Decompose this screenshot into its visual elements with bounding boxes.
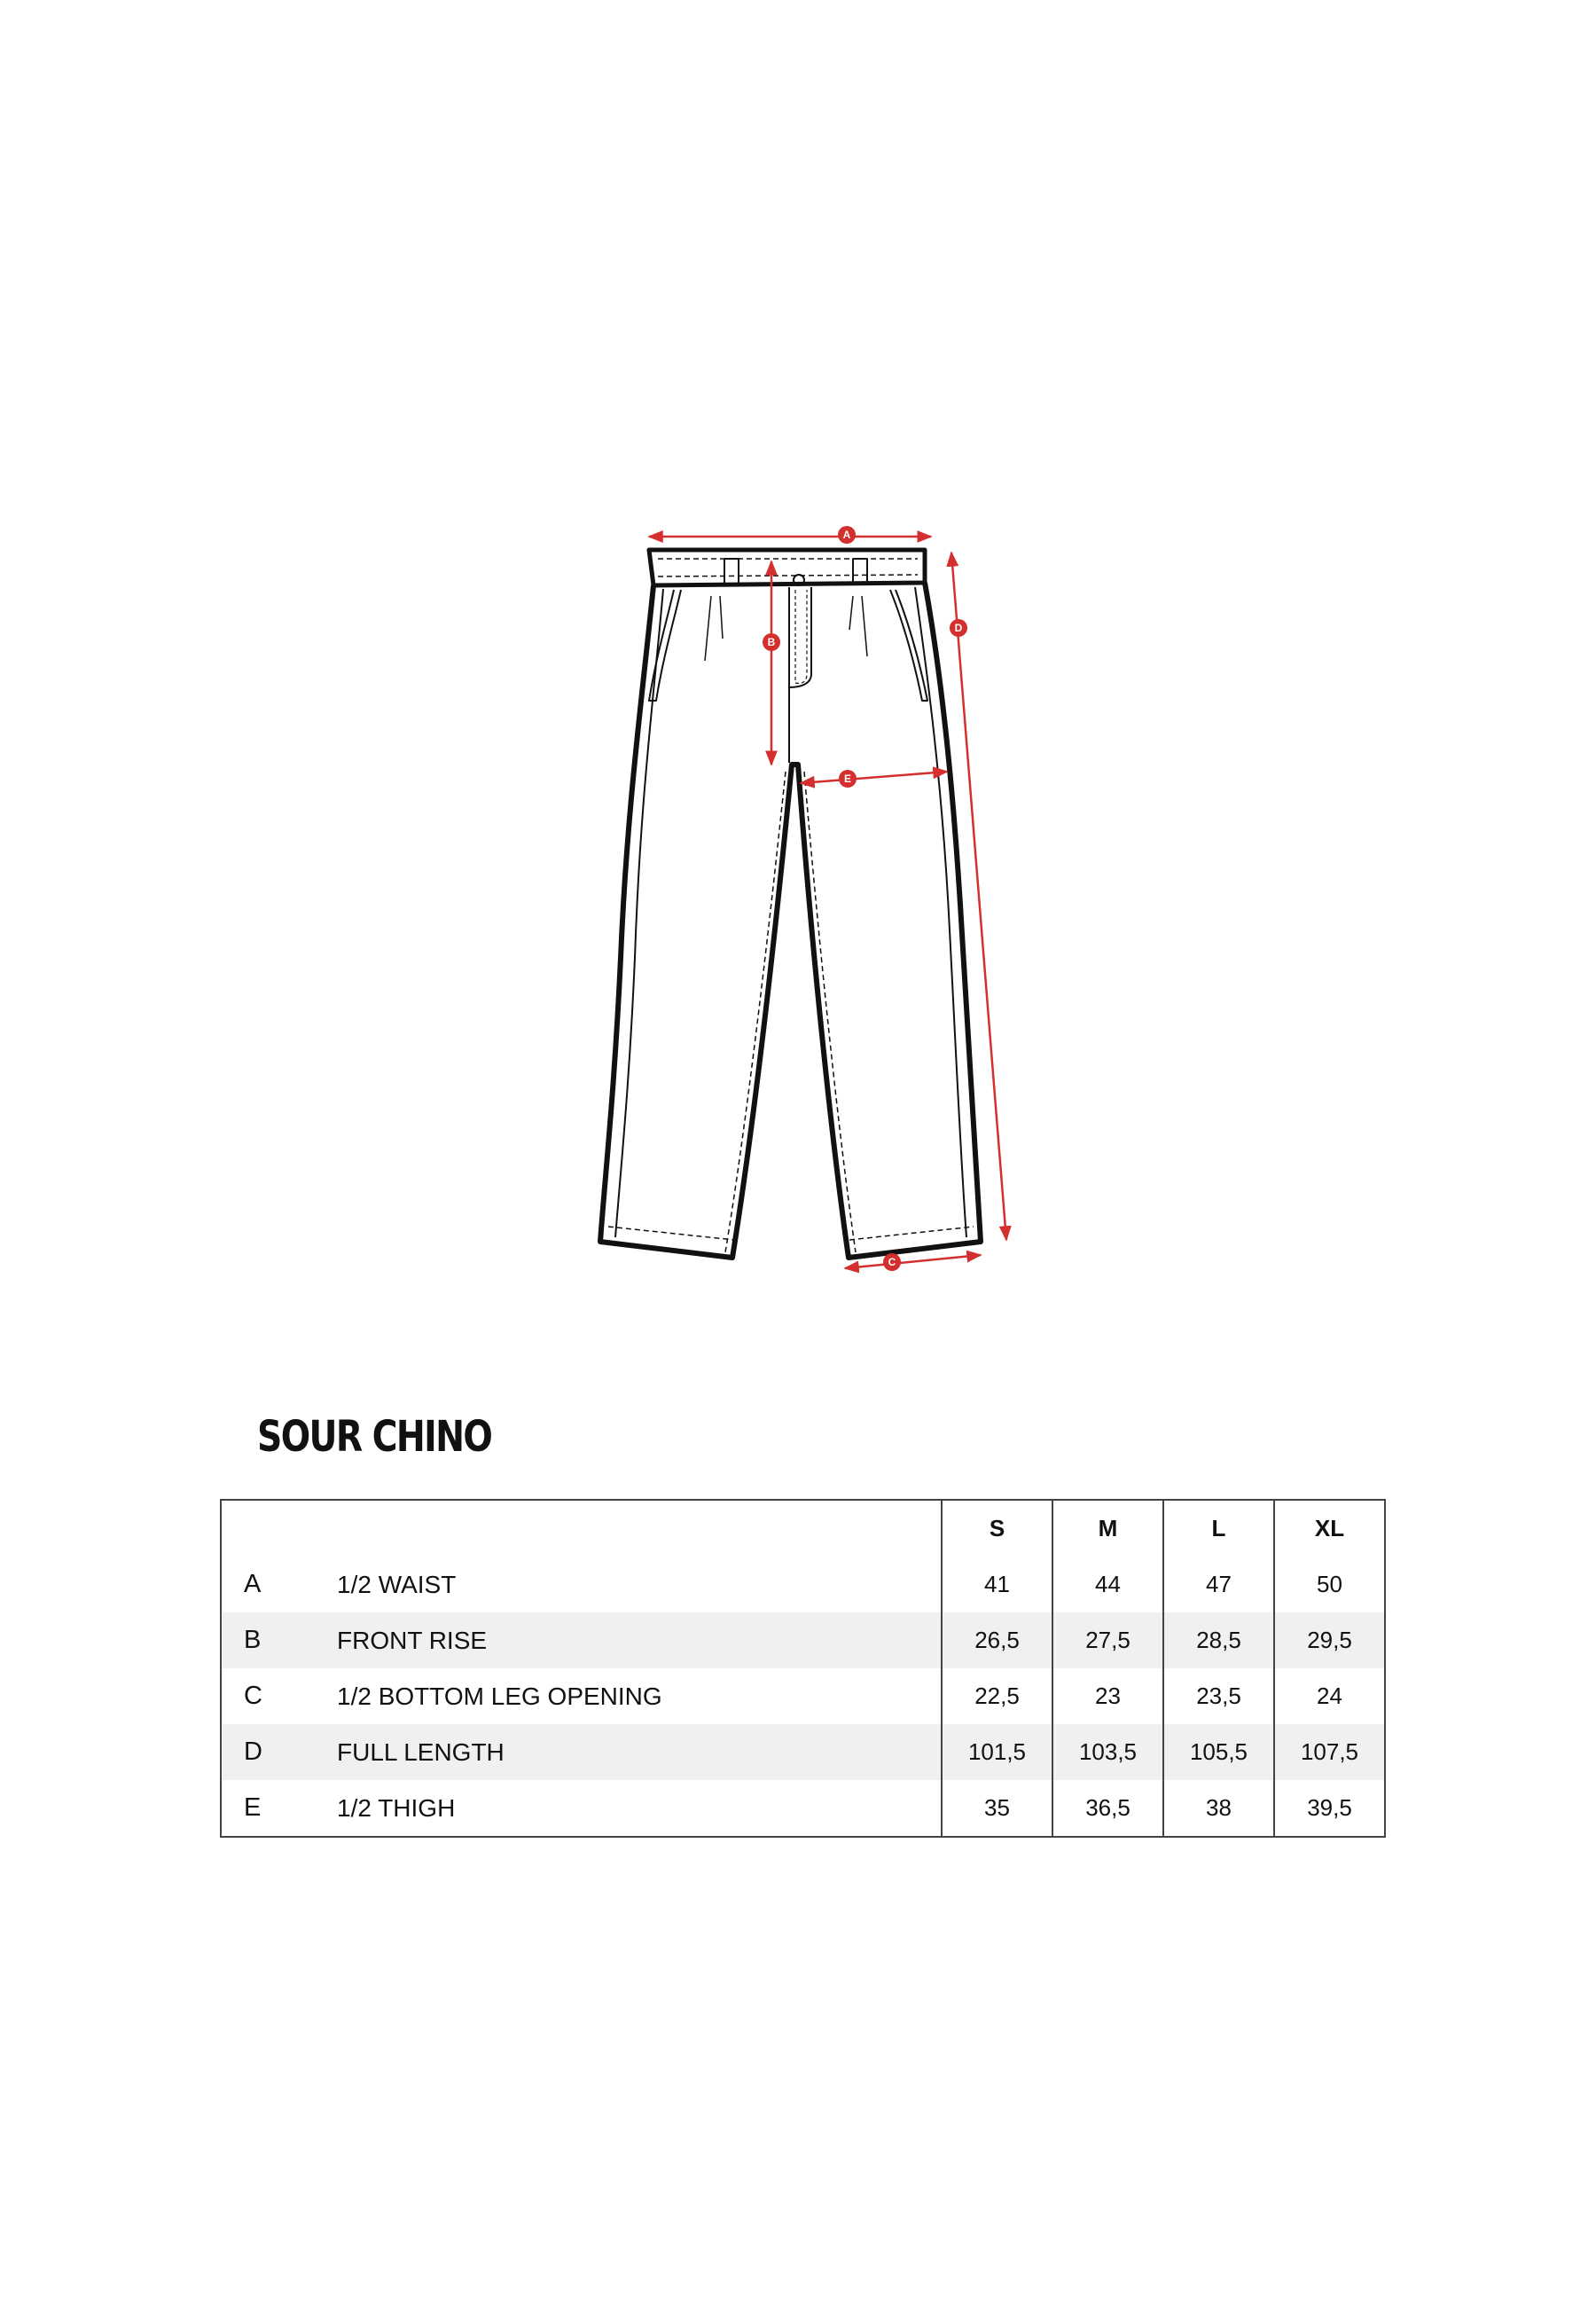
badge-b-label: B	[767, 636, 776, 648]
waistband	[649, 550, 925, 585]
table-row	[221, 1724, 1385, 1780]
size-value: 28,5	[1163, 1612, 1274, 1668]
pleat-left	[705, 596, 723, 661]
fly-stitch	[795, 590, 807, 684]
size-value: 47	[1163, 1557, 1274, 1612]
size-value: 101,5	[942, 1724, 1052, 1780]
measure-name: FRONT RISE	[337, 1612, 942, 1668]
size-value: 107,5	[1274, 1724, 1385, 1780]
size-table	[220, 1499, 1386, 1838]
badge-d-label: D	[954, 622, 963, 634]
measure-name: 1/2 WAIST	[337, 1570, 457, 1598]
size-value: 29,5	[1274, 1612, 1385, 1668]
measurement-lines	[649, 537, 1006, 1268]
table-header-row	[221, 1500, 1385, 1557]
measure-code: A	[244, 1570, 262, 1598]
table-row	[221, 1557, 1385, 1612]
table-row	[221, 1668, 1385, 1724]
size-value: 41	[942, 1557, 1052, 1612]
size-value: 50	[1274, 1557, 1385, 1612]
size-value: 38	[1163, 1780, 1274, 1837]
measure-code: B	[221, 1612, 337, 1668]
table-row	[221, 1780, 1385, 1837]
measure-line-e	[801, 772, 947, 783]
hem-left	[608, 1227, 734, 1240]
column-header: M	[1052, 1500, 1163, 1557]
size-value: 105,5	[1163, 1724, 1274, 1780]
measure-code: E	[244, 1793, 262, 1822]
size-value: 23,5	[1163, 1668, 1274, 1724]
column-header: S	[942, 1500, 1052, 1557]
size-value: 39,5	[1274, 1780, 1385, 1837]
size-value: 26,5	[942, 1612, 1052, 1668]
size-value: 27,5	[1052, 1612, 1163, 1668]
header-blank	[221, 1500, 942, 1557]
measure-name: FULL LENGTH	[337, 1724, 942, 1780]
badge-c-label: C	[888, 1256, 896, 1268]
column-header: XL	[1274, 1500, 1385, 1557]
pleat-right	[849, 596, 867, 656]
table-row	[221, 1612, 1385, 1668]
measure-code: D	[221, 1724, 337, 1780]
size-value: 44	[1052, 1557, 1163, 1612]
size-value: 103,5	[1052, 1724, 1163, 1780]
hem-right	[849, 1227, 974, 1240]
pocket-right	[890, 590, 927, 701]
column-header: L	[1163, 1500, 1274, 1557]
pants-drawing	[600, 550, 981, 1258]
size-value: 22,5	[942, 1668, 1052, 1724]
product-title: SOUR CHINO	[257, 1412, 492, 1462]
size-value: 35	[942, 1780, 1052, 1837]
measure-name: 1/2 THIGH	[337, 1793, 456, 1822]
inseam-stitch-right	[804, 772, 856, 1252]
badge-a-label: A	[842, 529, 851, 541]
waistband-stitch-lower	[658, 575, 918, 576]
belt-loop-right	[853, 559, 867, 584]
badge-e-label: E	[843, 773, 852, 785]
size-value: 23	[1052, 1668, 1163, 1724]
size-value: 36,5	[1052, 1780, 1163, 1837]
measure-name: 1/2 BOTTOM LEG OPENING	[337, 1682, 662, 1710]
fly	[789, 587, 811, 763]
belt-loop-left	[724, 559, 739, 584]
inseam-stitch-left	[725, 772, 786, 1252]
size-value: 24	[1274, 1668, 1385, 1724]
measure-code: C	[244, 1682, 262, 1710]
